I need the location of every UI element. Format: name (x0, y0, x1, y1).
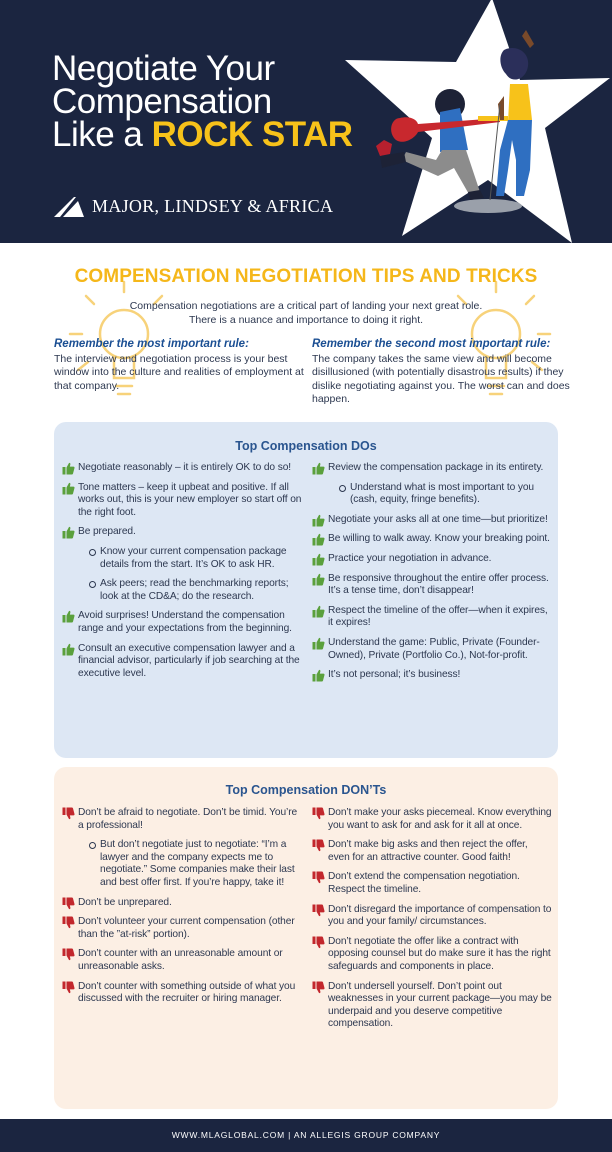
tip-item (62, 526, 302, 539)
tip-item (62, 981, 302, 1006)
thumbs-up-icon (312, 533, 325, 551)
thumbs-down-icon (62, 948, 75, 966)
tip-text: Be willing to walk away. Know your breaking point. (328, 533, 550, 545)
tip-text: Understand the game: Public, Private (Founder-Owned), Private (Portfolio Co.), Not-for-profit. (328, 636, 540, 661)
tip-text: Don’t volunteer your current compensation (other than the ”at-risk” portion). (78, 916, 295, 940)
thumbs-down-icon (312, 839, 325, 857)
tip-subitem: Understand what is most important to you (cash, equity, fringe benefits). (312, 482, 552, 507)
thumbs-up-icon (312, 514, 325, 532)
intro-line-1: Compensation negotiations are a critical part of landing your next great role. (129, 300, 483, 312)
tip-item (312, 514, 552, 527)
thumbs-up-icon (312, 605, 325, 623)
tip-text: Practice your negotiation in advance. (328, 552, 492, 564)
thumbs-up-icon (312, 637, 325, 655)
title-line-3-prefix: Like a (52, 115, 152, 154)
donts-box (54, 767, 558, 1109)
tip-item (62, 482, 302, 520)
tip-text: Review the compensation package in its entirety. (328, 462, 544, 473)
tip-item (62, 462, 302, 475)
tip-text: Don’t extend the compensation negotiation. Respect the timeline. (328, 871, 520, 895)
page-title (52, 49, 353, 154)
thumbs-down-icon (312, 807, 325, 825)
tip-item (62, 643, 302, 681)
intro-line-2: There is a nuance and importance to doing it right. (188, 314, 424, 326)
thumbs-down-icon (62, 981, 75, 999)
tip-item (312, 904, 552, 929)
tip-text: Don’t counter with something outside of what you discussed with the recruiter or hiring manager. (78, 980, 296, 1005)
dos-left-column (62, 462, 302, 687)
tip-text: Consult an executive compensation lawyer and a financial advisor, particularly if job searching at the executive level. (78, 642, 300, 679)
tip-text: Don’t make your asks piecemeal. Know everything you want to ask for and ask for it all at once. (328, 807, 552, 831)
tip-item (312, 637, 552, 662)
tip-item (62, 807, 302, 832)
tip-subitem: Know your current compensation package details from the start. It’s OK to ask HR. (62, 546, 302, 571)
rule-1-title: Remember the most important rule: (54, 338, 249, 350)
donts-title: Top Compensation DON’Ts (225, 783, 387, 797)
tip-text: Tone matters – keep it upbeat and positive. If all works out, this is your new employer so start off on the right foot. (78, 481, 302, 518)
tip-text: Negotiate reasonably – it is entirely OK to do so! (78, 462, 292, 473)
tip-item (312, 669, 552, 682)
thumbs-down-icon (312, 904, 325, 922)
thumbs-up-icon (312, 573, 325, 591)
section-title: COMPENSATION NEGOTIATION TIPS AND TRICKS (74, 266, 538, 287)
tip-subitem: But don’t negotiate just to negotiate: “I’m a lawyer and the company expects me to negotiate.” Some companies make their last and best offer first. If you’re happy, take it! (62, 839, 302, 889)
company-logo (54, 195, 333, 217)
rule-2 (312, 338, 572, 407)
rule-2-title: Remember the second most important rule: (312, 338, 551, 350)
tip-text: Negotiate your asks all at one time—but prioritize! (328, 513, 548, 525)
tip-text: Don’t be afraid to negotiate. Don’t be timid. You’re a professional! (78, 807, 298, 831)
tip-text: Don’t counter with an unreasonable amount or unreasonable asks. (78, 948, 283, 972)
title-accent: ROCK STAR (151, 115, 353, 154)
rule-1 (54, 338, 304, 393)
tip-item (312, 807, 552, 832)
title-line-2: Compensation (52, 82, 272, 121)
mla-logo-icon (54, 195, 88, 217)
tip-item (62, 948, 302, 973)
thumbs-down-icon (62, 897, 75, 915)
rule-1-text: The interview and negotiation process is your best window into the culture and realities of employment at that company. (54, 352, 304, 392)
logo-text: MAJOR, LINDSEY & AFRICA (92, 195, 334, 216)
thumbs-up-icon (62, 643, 75, 661)
tip-text: Be prepared. (78, 526, 136, 538)
tip-item (62, 610, 302, 635)
tip-text: Don’t undersell yourself. Don’t point out weaknesses in your current package—you may be underpaid and you deserve competitive compensation. (328, 980, 552, 1030)
tip-text: Don’t be unprepared. (78, 896, 172, 908)
thumbs-up-icon (312, 462, 325, 480)
tip-item (312, 981, 552, 1031)
thumbs-down-icon (312, 871, 325, 889)
rock-star-illustration-icon (340, 0, 612, 243)
tip-text: Don’t disregard the importance of compensation to you and your family/ circumstances. (328, 903, 552, 928)
thumbs-up-icon (312, 669, 325, 687)
tip-item (312, 573, 552, 598)
thumbs-down-icon (62, 916, 75, 934)
donts-left-column (62, 807, 302, 1013)
rule-2-text: The company takes the same view and will become disillusioned (with potentially disastrous results) if they dislike negotiating against you. The worst can and does happen. (312, 352, 570, 405)
title-line-3 (52, 115, 353, 154)
tip-subitem: Ask peers; read the benchmarking reports; look at the CD&A; do the research. (62, 578, 302, 603)
tip-item (312, 462, 552, 475)
dos-title: Top Compensation DOs (235, 439, 377, 453)
header-banner (0, 0, 612, 243)
tip-text: Respect the timeline of the offer—when it expires, it expires! (328, 604, 548, 629)
footer (0, 1119, 612, 1152)
footer-text: WWW.MLAGLOBAL.COM | AN ALLEGIS GROUP COMPANY (171, 1130, 441, 1140)
thumbs-down-icon (312, 936, 325, 954)
dos-right-column (312, 462, 552, 689)
tip-text: Avoid surprises! Understand the compensation range and your expectations from the beginning. (78, 610, 292, 634)
tip-item (62, 897, 302, 910)
tip-item (312, 533, 552, 546)
thumbs-down-icon (312, 981, 325, 999)
tip-item (312, 871, 552, 896)
tip-item (62, 916, 302, 941)
donts-right-column (312, 807, 552, 1038)
thumbs-down-icon (62, 807, 75, 825)
intro-text (100, 299, 512, 327)
thumbs-up-icon (62, 462, 75, 480)
thumbs-up-icon (62, 482, 75, 500)
dos-box (54, 422, 558, 758)
tip-text: It’s not personal; it’s business! (328, 669, 461, 681)
tip-text: Don’t make big asks and then reject the offer, even for an attractive counter. Good faith! (328, 839, 528, 863)
title-line-1: Negotiate Your (52, 49, 275, 88)
tip-item (312, 553, 552, 566)
tip-text: Be responsive throughout the entire offer process. It’s a tense time, don’t disappear! (328, 572, 549, 597)
tip-item (312, 839, 552, 864)
tip-item (312, 605, 552, 630)
thumbs-up-icon (62, 610, 75, 628)
tip-text: Don’t negotiate the offer like a contract with opposing counsel but do make sure it has the right safeguards and components in place. (328, 935, 551, 972)
tip-item (312, 936, 552, 974)
thumbs-up-icon (312, 553, 325, 571)
thumbs-up-icon (62, 526, 75, 544)
